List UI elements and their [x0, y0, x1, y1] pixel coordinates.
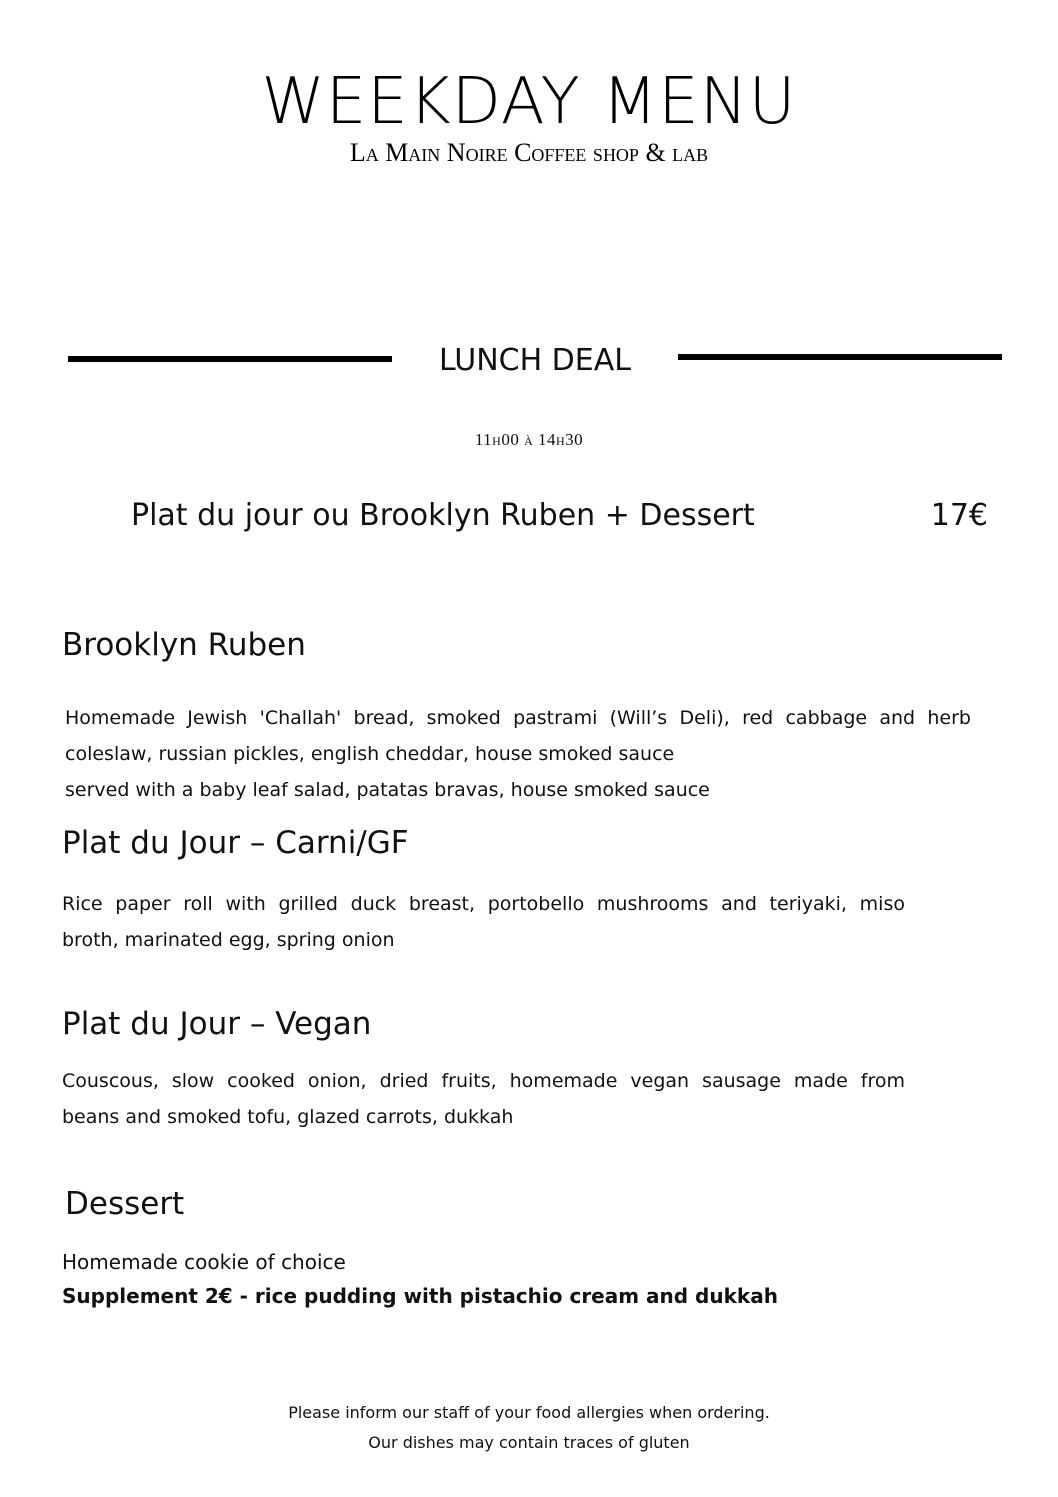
description-line: Homemade Jewish 'Challah' bread, smoked pastrami (Will’s Deli), red cabbage and herb [65, 707, 971, 729]
dessert-supplement: Supplement 2€ - rice pudding with pistachio cream and dukkah [62, 1284, 778, 1308]
description-line: broth, marinated egg, spring onion [62, 929, 395, 951]
menu-subtitle: La Main Noire Coffee shop & lab [349, 138, 709, 167]
lunch-deal-offer: Plat du jour ou Brooklyn Ruben + Dessert [131, 498, 755, 533]
lunch-deal-heading: LUNCH DEAL [439, 343, 631, 378]
item-title-plat-carni: Plat du Jour – Carni/GF [62, 825, 409, 861]
item-title-plat-vegan: Plat du Jour – Vegan [62, 1006, 372, 1042]
description-line: Couscous, slow cooked onion, dried fruits, homemade vegan sausage made from [62, 1070, 905, 1092]
item-title-dessert: Dessert [65, 1186, 185, 1222]
description-line: served with a baby leaf salad, patatas bravas, house smoked sauce [65, 779, 710, 801]
item-description-brooklyn-ruben [65, 700, 971, 808]
gluten-notice: Our dishes may contain traces of gluten [368, 1433, 690, 1452]
description-line: coleslaw, russian pickles, english cheddar, house smoked sauce [65, 743, 675, 765]
dessert-description: Homemade cookie of choice [62, 1250, 346, 1274]
item-title-brooklyn-ruben: Brooklyn Ruben [62, 627, 306, 663]
item-description-plat-carni [62, 886, 905, 958]
menu-title: WEEKDAY MENU [261, 65, 797, 139]
lunch-hours: 11h00 à 14h30 [474, 430, 584, 449]
divider-right [678, 354, 1002, 360]
lunch-deal-price: 17€ [930, 498, 988, 533]
description-line: beans and smoked tofu, glazed carrots, dukkah [62, 1106, 514, 1128]
item-description-plat-vegan [62, 1063, 905, 1135]
divider-left [68, 356, 392, 362]
description-line: Rice paper roll with grilled duck breast, portobello mushrooms and teriyaki, miso [62, 893, 905, 915]
allergy-notice: Please inform our staff of your food allergies when ordering. [288, 1403, 770, 1422]
